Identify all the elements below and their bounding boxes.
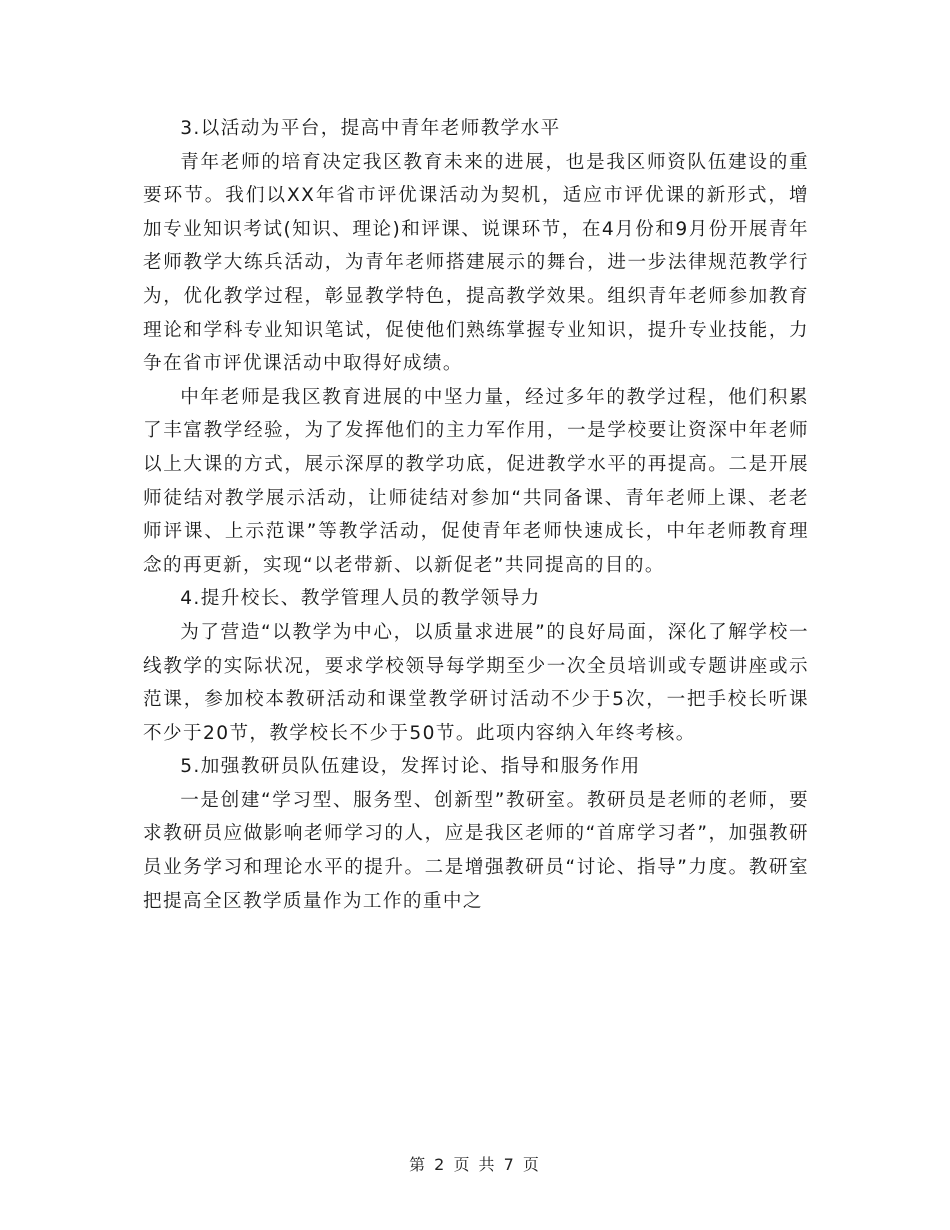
- paragraph-middle-aged-teachers: 中年老师是我区教育进展的中坚力量，经过多年的教学过程，他们积累了丰富教学经验，为了发挥他们的主力军作用，一是学校要让资深中年老师以上大课的方式，展示深厚的教学功底，促进教学水平的再提高。二是开展师徒结对教学展示活动，让师徒结对参加“共同备课、青年老师上课、老老师评课、上示范课”等教学活动，促使青年老师快速成长，中年老师教育理念的再更新，实现“以老带新、以新促老”共同提高的目的。: [143, 386, 809, 576]
- paragraph-principal-leadership: 为了营造“以教学为中心，以质量求进展”的良好局面，深化了解学校一线教学的实际状况，要求学校领导每学期至少一次全员培训或专题讲座或示范课，参加校本教研活动和课堂教学研讨活动不少于5次，一把手校长听课不少于20节，教学校长不少于50节。此项内容纳入年终考核。: [143, 621, 809, 744]
- section-heading-4: 4.提升校长、教学管理人员的教学领导力: [180, 588, 541, 610]
- section-heading-3: 3.以活动为平台，提高中青年老师教学水平: [180, 118, 561, 139]
- page-number: 第 2 页 共 7 页: [409, 1155, 541, 1174]
- paragraph-research-staff: 一是创建“学习型、服务型、创新型”教研室。教研员是老师的老师，要求教研员应做影响老师学习的人，应是我区老师的“首席学习者”，加强教研员业务学习和理论水平的提升。二是增强教研员“讨论、指导”力度。教研室把提高全区教学质量作为工作的重中之: [143, 789, 809, 912]
- page-footer: [0, 1152, 950, 1175]
- document-body: [143, 112, 809, 918]
- paragraph-young-teachers: 青年老师的培育决定我区教育未来的进展，也是我区师资队伍建设的重要环节。我们以XX年省市评优课活动为契机，适应市评优课的新形式，增加专业知识考试(知识、理论)和评课、说课环节，在4月份和9月份开展青年老师教学大练兵活动，为青年老师搭建展示的舞台，进一步法律规范教学行为，优化教学过程，彰显教学特色，提高教学效果。组织青年老师参加教育理论和学科专业知识笔试，促使他们熟练掌握专业知识，提升专业技能，力争在省市评优课活动中取得好成绩。: [143, 151, 809, 375]
- section-heading-5: 5.加强教研员队伍建设，发挥讨论、指导和服务作用: [180, 756, 641, 778]
